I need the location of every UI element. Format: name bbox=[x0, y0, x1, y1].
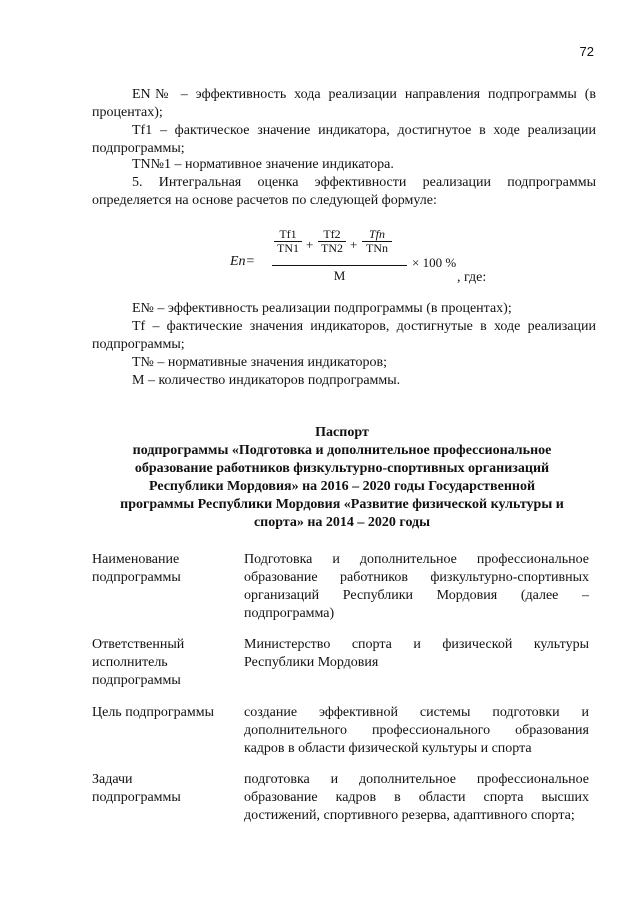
passport-title-line-1: подпрограммы «Подготовка и дополнительное профессиональное bbox=[132, 443, 552, 458]
fraction-n-denominator: TNn bbox=[362, 241, 392, 255]
passport-heading: Паспорт bbox=[315, 425, 369, 440]
fraction-1 bbox=[274, 228, 302, 255]
fraction-1-denominator: TN1 bbox=[274, 241, 302, 255]
definition-tf: Tf – фактические значения индикаторов, достигнутые в ходе реализации подпрограммы; bbox=[92, 319, 596, 352]
passport-title-line-5: спорта» на 2014 – 2020 годы bbox=[253, 515, 431, 530]
row-value: Подготовка и дополнительное профессиональное образование работников физкультурно-спортивных организаций Республики Мордовия (далее – подпрограмма) bbox=[244, 552, 589, 621]
row-label: Наименование подпрограммы bbox=[92, 552, 181, 585]
formula-where: , где: bbox=[457, 270, 487, 285]
row-label: Ответственный исполнитель подпрограммы bbox=[92, 637, 185, 688]
plus-sign-1: + bbox=[306, 237, 314, 252]
fraction-n-numerator: Tfn bbox=[368, 227, 385, 241]
row-value: Министерство спорта и физической культуры Республики Мордовия bbox=[244, 637, 589, 670]
plus-sign-2: + bbox=[350, 237, 358, 252]
passport-title-line-4: программы Республики Мордовия «Развитие физической культуры и bbox=[120, 497, 564, 512]
formula-denominator: M bbox=[333, 268, 346, 283]
definition-tn1: TN№1 – нормативное значение индикатора. bbox=[132, 157, 394, 172]
fraction-2 bbox=[318, 228, 346, 255]
fraction-1-numerator: Tf1 bbox=[279, 227, 297, 241]
row-label: Цель подпрограммы bbox=[92, 705, 214, 720]
definition-e: E№ – эффективность реализации подпрограммы (в процентах); bbox=[132, 301, 512, 316]
formula-lhs: En= bbox=[230, 254, 255, 269]
main-fraction-bar bbox=[272, 265, 407, 266]
page-number: 72 bbox=[579, 44, 594, 59]
definition-tf1: Tf1 – фактическое значение индикатора, достигнутое в ходе реализации подпрограммы; bbox=[92, 123, 596, 156]
definition-en: EN№ – эффективность хода реализации направления подпрограммы (в процентах); bbox=[92, 87, 596, 120]
passport-title-line-2: образование работников физкультурно-спортивных организаций bbox=[134, 461, 550, 476]
fraction-n bbox=[362, 228, 392, 255]
row-label: Задачи подпрограммы bbox=[92, 772, 181, 805]
formula-multiplier: × 100 % bbox=[412, 255, 457, 270]
definition-tn: T№ – нормативные значения индикаторов; bbox=[132, 355, 387, 370]
definition-m: М – количество индикаторов подпрограммы. bbox=[132, 373, 401, 388]
row-value: создание эффективной системы подготовки и дополнительного профессионального образования кадров в области физической культуры и спорта bbox=[244, 705, 589, 756]
row-value: подготовка и дополнительное профессиональное образование кадров в области спорта высших достижений, спортивного резерва, адаптивного спорта; bbox=[244, 772, 589, 823]
fraction-2-numerator: Tf2 bbox=[323, 227, 341, 241]
passport-title-line-3: Республики Мордовия» на 2016 – 2020 годы Государственной bbox=[148, 479, 536, 494]
fraction-2-denominator: TN2 bbox=[318, 241, 346, 255]
integral-formula bbox=[230, 226, 550, 296]
item-5-paragraph: 5. Интегральная оценка эффективности реализации подпрограммы определяется на основе расчетов по следующей формуле: bbox=[92, 175, 596, 208]
